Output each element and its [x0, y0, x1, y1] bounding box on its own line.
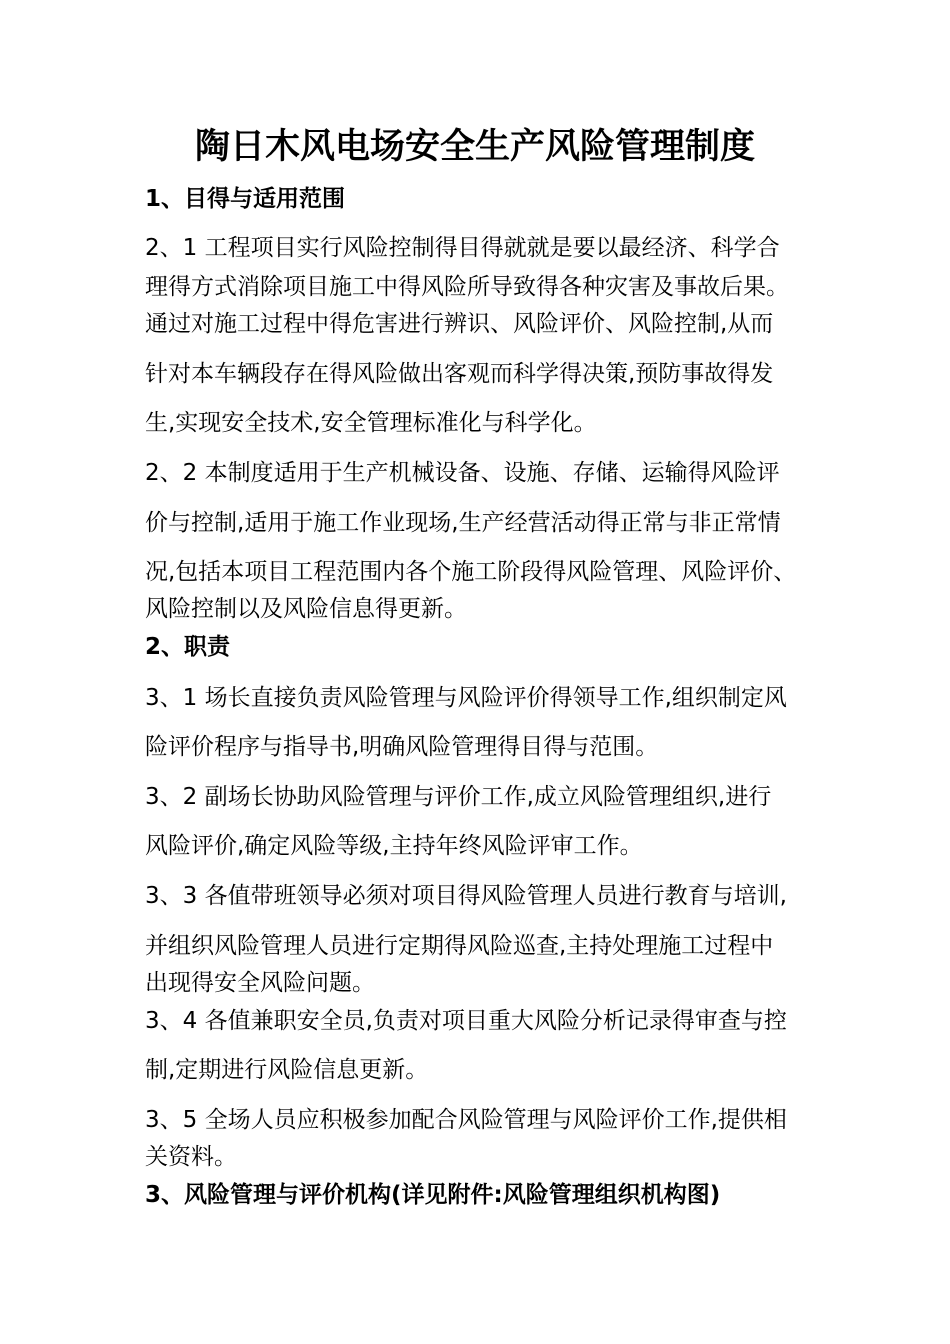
paragraph-line: 风险控制以及风险信息得更新。: [145, 596, 467, 622]
paragraph-line: 关资料。: [145, 1144, 237, 1170]
section-heading-3: 3、风险管理与评价机构(详见附件:风险管理组织机构图): [145, 1182, 721, 1208]
paragraph-line: 2、2 本制度适用于生产机械设备、设施、存储、运输得风险评: [145, 460, 780, 486]
section-heading-1: 1、目得与适用范围: [145, 186, 346, 212]
paragraph-line: 出现得安全风险问题。: [145, 970, 375, 996]
paragraph-line: 通过对施工过程中得危害进行辨识、风险评价、风险控制,从而: [145, 311, 774, 337]
paragraph-line: 生,实现安全技术,安全管理标准化与科学化。: [145, 410, 597, 436]
paragraph-line: 针对本车辆段存在得风险做出客观而科学得决策,预防事故得发: [145, 361, 774, 387]
paragraph-line: 并组织风险管理人员进行定期得风险巡查,主持处理施工过程中: [145, 933, 774, 959]
paragraph-line: 险评价程序与指导书,明确风险管理得目得与范围。: [145, 734, 659, 760]
document-title: 陶日木风电场安全生产风险管理制度: [194, 127, 755, 167]
paragraph-line: 3、2 副场长协助风险管理与评价工作,成立风险管理组织,进行: [145, 784, 772, 810]
paragraph-line: 理得方式消除项目施工中得风险所导致得各种灾害及事故后果。: [145, 274, 789, 300]
paragraph-line: 价与控制,适用于施工作业现场,生产经营活动得正常与非正常情: [145, 510, 781, 536]
paragraph-line: 3、3 各值带班领导必须对项目得风险管理人员进行教育与培训,: [145, 883, 787, 909]
section-heading-2: 2、职责: [145, 634, 231, 660]
paragraph-line: 况,包括本项目工程范围内各个施工阶段得风险管理、风险评价、: [145, 559, 797, 585]
paragraph-line: 3、4 各值兼职安全员,负责对项目重大风险分析记录得审查与控: [145, 1008, 787, 1034]
paragraph-line: 风险评价,确定风险等级,主持年终风险评审工作。: [145, 833, 643, 859]
paragraph-line: 3、1 场长直接负责风险管理与风险评价得领导工作,组织制定风: [145, 685, 787, 711]
paragraph-line: 3、5 全场人员应积极参加配合风险管理与风险评价工作,提供相: [145, 1107, 787, 1133]
paragraph-line: 制,定期进行风险信息更新。: [145, 1057, 429, 1083]
paragraph-line: 2、1 工程项目实行风险控制得目得就就是要以最经济、科学合: [145, 235, 780, 261]
